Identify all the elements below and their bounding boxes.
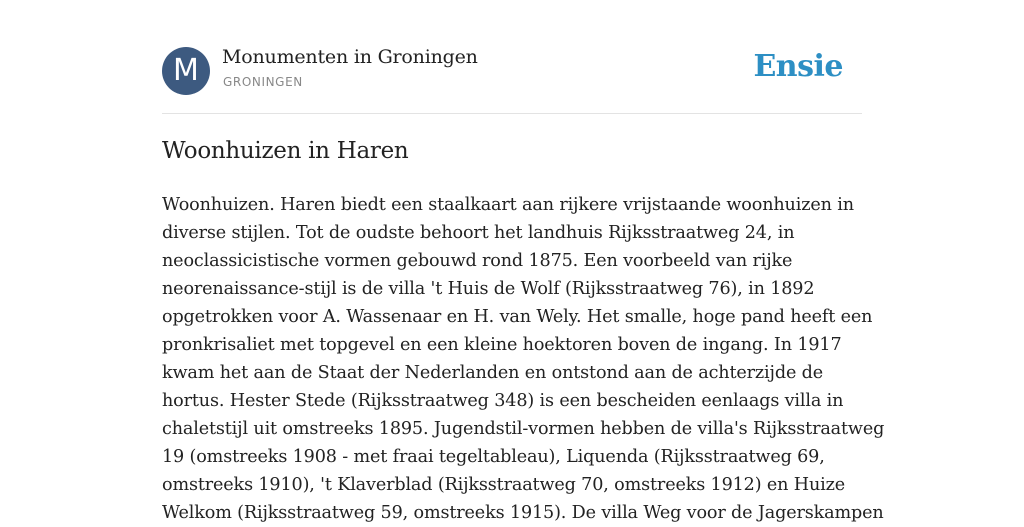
header [162,46,862,96]
header-divider [162,113,862,114]
article-line: diverse stijlen. Tot de oudste behoort het landhuis Rijksstraatweg 24, in [162,223,795,243]
article-line: 19 (omstreeks 1908 - met fraai tegeltableau), Liquenda (Rijksstraatweg 69, [162,447,825,467]
article-line: neoclassicistische vormen gebouwd rond 1875. Een voorbeeld van rijke [162,251,793,271]
article-title: Woonhuizen in Haren [162,138,409,164]
article-line: opgetrokken voor A. Wassenaar en H. van Wely. Het smalle, hoge pand heeft een [162,307,873,327]
article-line: neorenaissance-stijl is de villa 't Huis de Wolf (Rijksstraatweg 76), in 1892 [162,279,815,299]
publication-name[interactable]: Monumenten in Groningen [222,46,478,68]
publication-avatar[interactable]: M [162,47,210,95]
article-line: kwam het aan de Staat der Nederlanden en ontstond aan de achterzijde de [162,363,824,383]
article-line: pronkrisaliet met topgevel en een kleine hoektoren boven de ingang. In 1917 [162,335,842,355]
article-line: chaletstijl uit omstreeks 1895. Jugendstil-vormen hebben de villa's Rijksstraatweg [162,419,885,439]
article-line: omstreeks 1910), 't Klaverblad (Rijksstraatweg 70, omstreeks 1912) en Huize [162,475,845,495]
publication-location: GRONINGEN [223,75,303,89]
article-line: Woonhuizen. Haren biedt een staalkaart aan rijkere vrijstaande woonhuizen in [162,195,854,215]
ensie-logo[interactable]: Ensie [753,49,843,84]
article-line: hortus. Hester Stede (Rijksstraatweg 348) is een bescheiden eenlaags villa in [162,391,844,411]
article-line: Welkom (Rijksstraatweg 59, omstreeks 1915). De villa Weg voor de Jagerskampen [162,503,884,523]
article-body [162,191,885,527]
